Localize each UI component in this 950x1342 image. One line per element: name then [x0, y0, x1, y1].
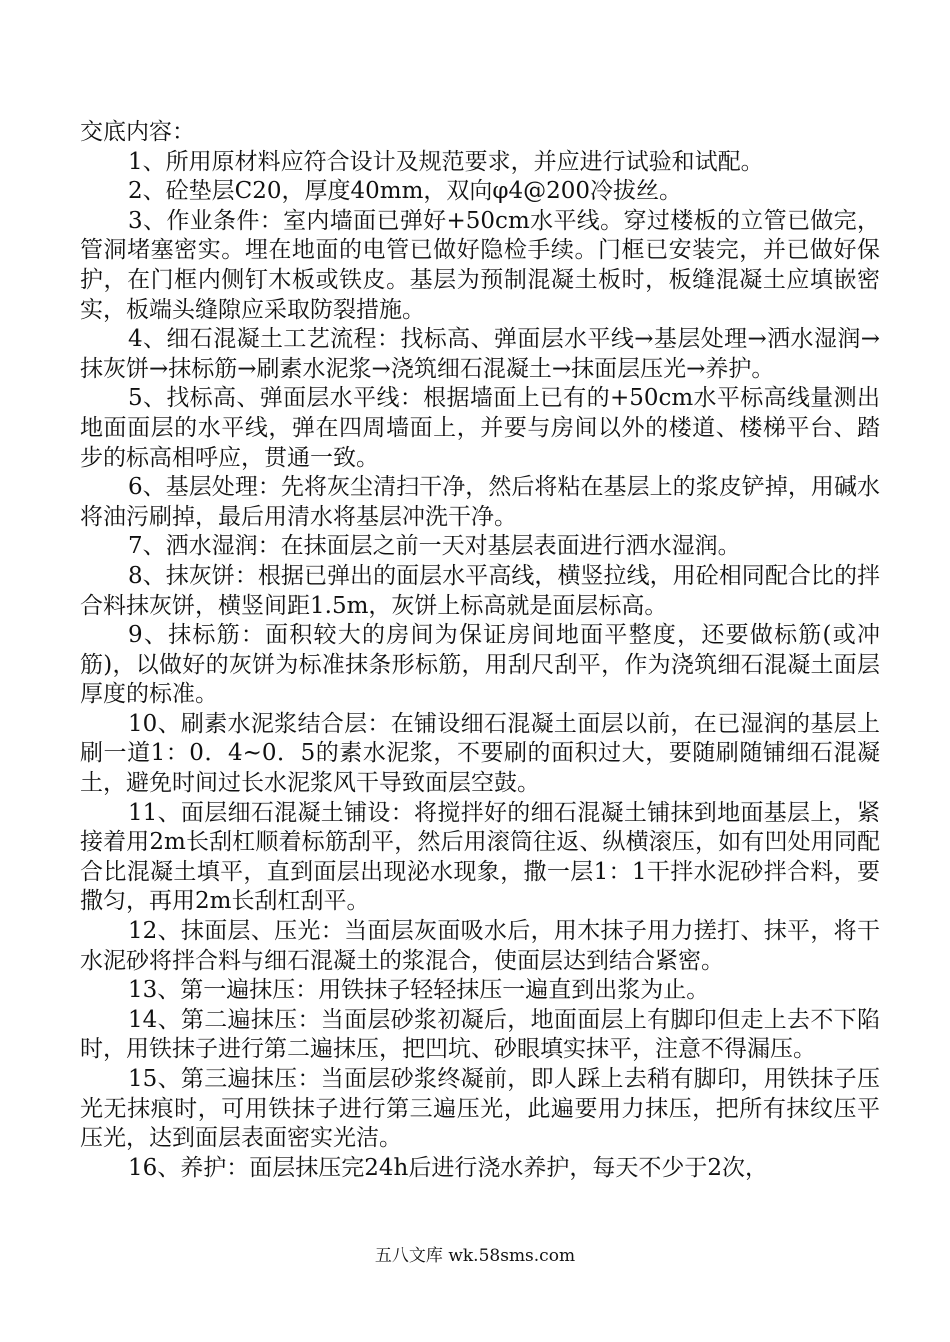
paragraph-7: 7、洒水湿润：在抹面层之前一天对基层表面进行洒水湿润。 [128, 533, 741, 560]
paragraph-11: 11、面层细石混凝土铺设：将搅拌好的细石混凝土铺抹到地面基层上，紧接着用2m长刮杠顺着标筋刮平，然后用滚筒往返、纵横滚压，如有凹处用同配合比混凝土填平，直到面层出现泌水现象，撒一层1：1干拌水泥砂拌合料，要撒匀，再用2m长刮杠刮平。 [80, 799, 880, 915]
document-body [80, 118, 880, 1183]
page-footer: 五八文库 wk.58sms.com [374, 1246, 576, 1266]
paragraph-5: 5、找标高、弹面层水平线：根据墙面上已有的+50cm水平标高线量测出地面面层的水平线，弹在四周墙面上，并要与房间以外的楼道、楼梯平台、踏步的标高相呼应，贯通一致。 [80, 385, 880, 471]
section-heading: 交底内容： [80, 119, 195, 145]
paragraph-3: 3、作业条件：室内墙面已弹好+50cm水平线。穿过楼板的立管已做完，管洞堵塞密实。埋在地面的电管已做好隐检手续。门框已安装完，并已做好保护，在门框内侧钉木板或铁皮。基层为预制混凝土板时，板缝混凝土应填嵌密实，板端头缝隙应采取防裂措施。 [80, 207, 880, 323]
paragraph-14: 14、第二遍抹压：当面层砂浆初凝后，地面面层上有脚印但走上去不下陷时，用铁抹子进行第二遍抹压，把凹坑、砂眼填实抹平，注意不得漏压。 [80, 1006, 880, 1063]
paragraph-6: 6、基层处理：先将灰尘清扫干净，然后将粘在基层上的浆皮铲掉，用碱水将油污刷掉，最后用清水将基层冲洗干净。 [80, 474, 880, 530]
paragraph-10: 10、刷素水泥浆结合层：在铺设细石混凝土面层以前，在已湿润的基层上刷一道1：0．4~0．5的素水泥浆，不要刷的面积过大，要随刷随铺细石混凝土，避免时间过长水泥浆风干导致面层空鼓。 [80, 710, 880, 797]
paragraph-12: 12、抹面层、压光：当面层灰面吸水后，用木抹子用力搓打、抹平，将干水泥砂将拌合料与细石混凝土的浆混合，使面层达到结合紧密。 [80, 918, 880, 974]
paragraph-16: 16、养护：面层抹压完24h后进行浇水养护，每天不少于2次， [128, 1154, 768, 1181]
paragraph-8: 8、抹灰饼：根据已弹出的面层水平高线，横竖拉线，用砼相同配合比的拌合料抹灰饼，横竖间距1.5m，灰饼上标高就是面层标高。 [80, 562, 880, 619]
paragraph-15: 15、第三遍抹压：当面层砂浆终凝前，即人踩上去稍有脚印，用铁抹子压光无抹痕时，可用铁抹子进行第三遍压光，此遍要用力抹压，把所有抹纹压平压光，达到面层表面密实光洁。 [80, 1066, 880, 1152]
paragraph-1: 1、所用原材料应符合设计及规范要求，并应进行试验和试配。 [128, 148, 764, 175]
paragraph-13: 13、第一遍抹压：用铁抹子轻轻抹压一遍直到出浆为止。 [128, 977, 710, 1004]
paragraph-2: 2、砼垫层C20，厚度40mm，双向φ4@200冷拔丝。 [128, 178, 683, 205]
paragraph-9: 9、抹标筋：面积较大的房间为保证房间地面平整度，还要做标筋(或冲筋)，以做好的灰饼为标准抹条形标筋，用刮尺刮平，作为浇筑细石混凝土面层厚度的标准。 [80, 622, 880, 708]
paragraph-4: 4、细石混凝土工艺流程：找标高、弹面层水平线→基层处理→洒水湿润→抹灰饼→抹标筋→刷素水泥浆→浇筑细石混凝土→抹面层压光→养护。 [80, 326, 880, 382]
